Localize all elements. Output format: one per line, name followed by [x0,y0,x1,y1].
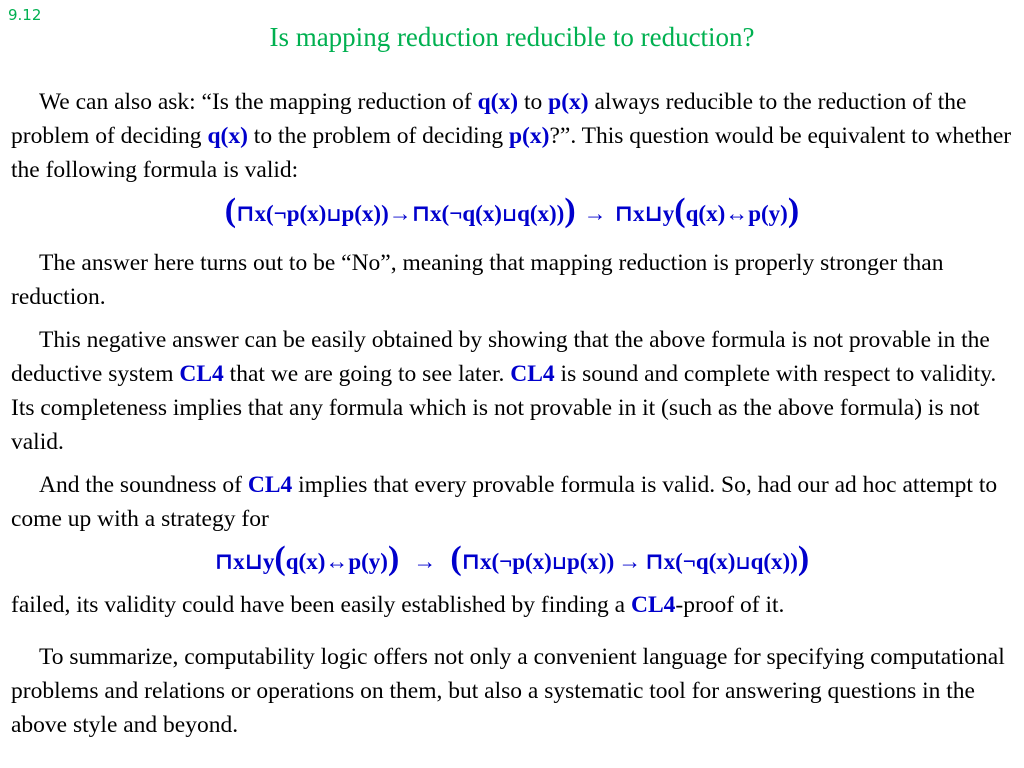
formula-text: q(x)↔p(y) [285,549,388,574]
choice-all-symbol: ⊓ [411,201,431,227]
formula-text: y [262,549,275,574]
formula-text: x( [479,549,500,574]
formula-text: p(x)) [341,201,389,226]
system-name: CL4 [247,472,293,498]
formula-text: ¬q(x) [682,549,736,574]
choice-all-symbol: ⊓ [214,549,234,575]
text: We can also ask: “Is the mapping reduction of [39,89,478,115]
formula-one [0,192,1024,230]
term-q: q(x) [477,89,519,115]
choice-or-symbol: ⊔ [326,204,342,226]
formula-text: y [662,201,675,226]
text: implies that every provable formula is valid. So, had our ad hoc attempt to come up with a strategy for [11,472,998,532]
choice-or-symbol: ⊔ [551,552,567,574]
choice-exists-symbol: ⊔ [244,549,263,575]
formula-two [0,540,1024,578]
paren-open: ( [450,540,462,577]
paren-close: ) [797,540,810,577]
text: ?”. This question would be equivalent to whether the following formula is valid: [11,123,1012,183]
paren-close: ) [564,192,576,229]
term-q: q(x) [207,123,248,149]
formula-text: x [233,549,245,574]
paren-open: ( [274,540,286,577]
formula-text: x [632,201,645,226]
slide-number: 9.12 [8,6,42,24]
choice-or-symbol: ⊔ [501,204,518,226]
choice-exists-symbol: ⊔ [644,201,663,227]
system-name: CL4 [630,592,676,618]
arrow-symbol: → [413,549,437,574]
formula-text: q(x)↔p(y) [685,201,788,226]
text: always reducible to the reduction of the problem of deciding [11,89,967,149]
formula-text: p(x)) [566,549,615,574]
term-p: p(x) [508,123,550,149]
choice-all-symbol: ⊓ [236,201,255,227]
formula-text: ¬q(x) [449,201,502,226]
paragraph-negative-answer [11,323,1021,459]
text: And the soundness of [39,472,248,498]
system-name: CL4 [179,361,224,387]
formula-text: q(x)) [750,549,798,574]
text: to the problem of deciding [247,123,509,149]
formula-text: ¬p(x) [499,549,552,574]
choice-all-symbol: ⊓ [614,201,633,227]
paragraph-soundness [11,468,1021,536]
arrow-symbol: → [618,549,642,574]
text: to [518,89,549,115]
text: This negative answer can be easily obtained by showing that the above formula is not provable in the deductive system [11,327,990,387]
paren-open: ( [224,192,237,229]
text: -proof of it. [675,592,785,618]
text: failed, its validity could have been easily established by finding a [11,592,631,618]
choice-all-symbol: ⊓ [461,549,480,575]
formula-text: x( [430,201,450,226]
formula-text: q(x)) [517,201,565,226]
choice-all-symbol: ⊓ [645,549,664,575]
paragraph-answer: The answer here turns out to be “No”, meaning that mapping reduction is properly stronger than reduction. [11,250,944,310]
formula-text: x( [663,549,683,574]
text: is sound and complete with respect to validity. Its completeness implies that any formula which is not provable in it (such as the above formula) is not valid. [11,361,997,455]
slide-title: Is mapping reduction reducible to reduction? [269,22,755,52]
paragraph-question [11,85,1021,187]
arrow-symbol: → [388,201,412,226]
paragraph-summary: To summarize, computability logic offers not only a convenient language for specifying computational problems and relations or operations on them, but also a systematic tool for answering questions in the above style and beyond. [11,644,1005,738]
formula-text: x( [254,201,274,226]
paren-open: ( [674,192,686,229]
text: that we are going to see later. [223,361,511,387]
term-p: p(x) [548,89,589,115]
choice-or-symbol: ⊔ [735,552,751,574]
formula-text: ¬p(x) [273,201,327,226]
paren-close: ) [787,192,800,229]
arrow-symbol: → [583,201,607,226]
paren-close: ) [387,540,400,577]
paragraph-validity [11,588,1021,622]
system-name: CL4 [510,361,555,387]
